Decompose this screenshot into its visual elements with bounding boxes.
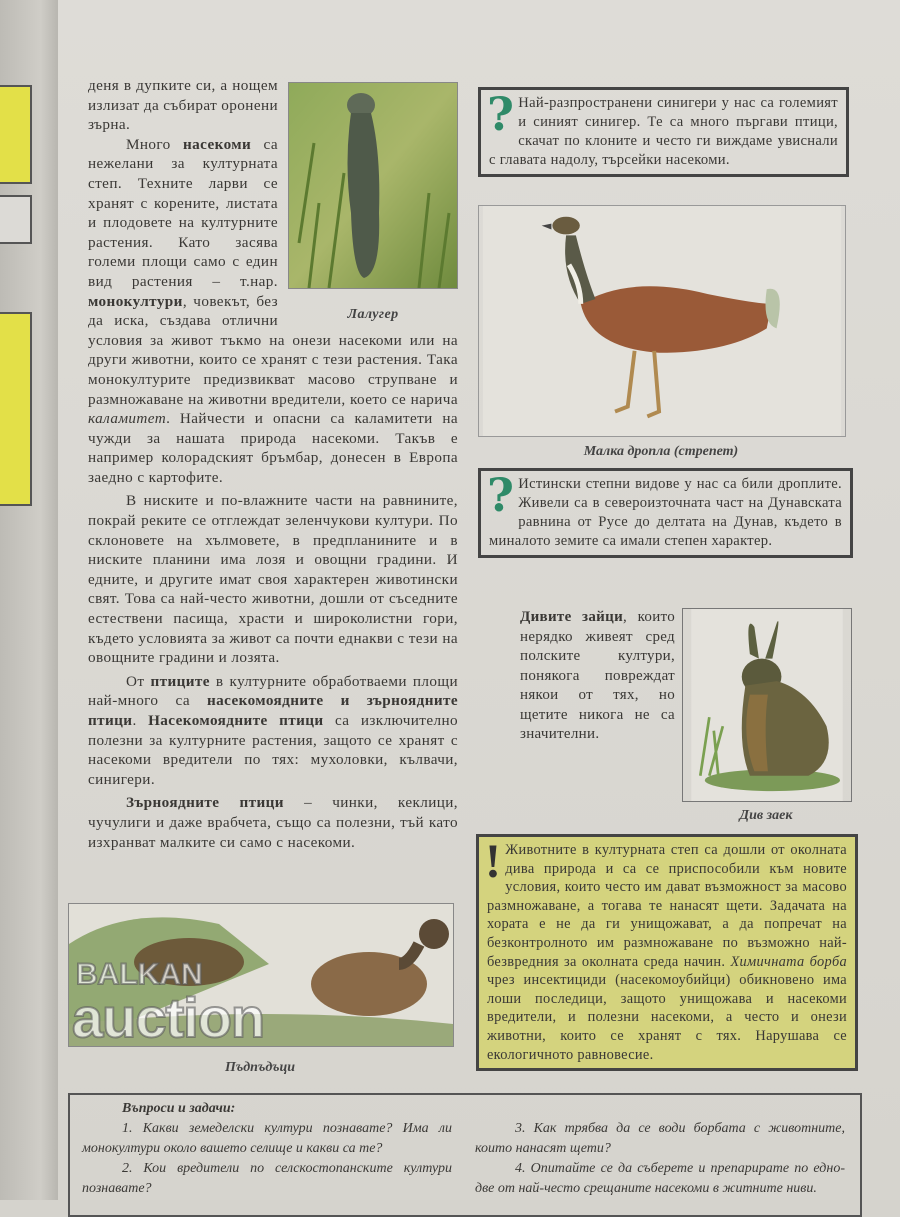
- term-insects: насекоми: [183, 135, 252, 153]
- text: са изключително полезни за културните растения, защото се хранят с насекоми вредители по тях: мухоловки, кълвачи, синигери.: [88, 712, 458, 788]
- ground-squirrel-photo: [288, 82, 458, 289]
- yellow-tab: [0, 312, 32, 506]
- paragraph-hares: [520, 608, 675, 745]
- questions-right: [475, 1119, 845, 1199]
- watermark-balkan: BALKAN: [76, 958, 203, 991]
- paragraph: деня в дупките си, а нощем излизат да събират оронени зърна.: [88, 77, 279, 134]
- paragraph-grain-birds: [88, 793, 458, 852]
- quail-caption: Пъдпъдъци: [224, 1060, 296, 1075]
- question-mark-icon: ?: [487, 468, 515, 522]
- yellow-tab: [0, 85, 32, 184]
- term: Зърноядните птици: [126, 794, 284, 812]
- question-4: 4. Опитайте се да съберете и препарирате по едно-две от най-често срещаните насекоми в житните ниви.: [475, 1161, 845, 1196]
- info-box-tits: [478, 87, 849, 177]
- exclamation-mark-icon: !: [485, 835, 502, 888]
- hare-illustration: [682, 608, 852, 802]
- question-2: 2. Кои вредители по селскостопанските култури познавате?: [82, 1161, 452, 1196]
- term-chemical-control: Химичната борба: [730, 953, 848, 970]
- ground-squirrel-caption: Лалугер: [347, 306, 399, 322]
- text: .: [132, 712, 149, 729]
- questions-title: Въпроси и задачи:: [122, 1101, 236, 1116]
- bustard-illustration: [478, 205, 846, 437]
- text: От: [126, 672, 151, 690]
- questions-left: [82, 1099, 452, 1199]
- hare-caption: Див заек: [739, 808, 793, 823]
- text: в културните обработваеми площи най-много са: [88, 672, 459, 710]
- text: , човекът, без да иска, създава отлични условия за живот тъкмо на онези насекоми или на други животни, които се хранят с тези растения. Така монокултурите предизвикват масово струпване и размножаване на животни вредители, което се нарича: [88, 292, 458, 408]
- term-calamity: каламитет: [88, 410, 167, 428]
- question-1: 1. Какви земеделски култури познавате? Има ли монокултури около вашето селище и какви са те?: [82, 1121, 452, 1156]
- paragraph: В ниските и по-влажните части на равнините, покрай реките се отглеждат зеленчукови култури. По склоновете на хълмовете, в предпланините и в ниските планини има лозя и овощни градини. И едните, и другите имат своя характерен животински свят. Това са най-често животни, дошли от съседните естествени пасища, храсти и широколистни гори, където условията за живот са почти еднакви с тези на овощните градини и лозята.: [88, 492, 458, 667]
- questions-and-tasks: [68, 1093, 862, 1217]
- term: насекомоядните и зърноядните птици: [88, 692, 458, 729]
- figure-ground-squirrel: [288, 82, 458, 324]
- info-text: Истински степни видове у нас са били дроплите. Живели са в североизточната част на Дунавската равнина от Русе до делтата на Дунав, където в миналото земите са имали степен характер.: [489, 476, 842, 549]
- left-column: [88, 76, 458, 852]
- text: – чинки, кеклици, чучулиги и даже врабчета, също са полезни, тъй като изхранват малките си само с насекоми.: [88, 794, 458, 851]
- info-box-bustards: [478, 468, 853, 558]
- question-3: 3. Как трябва да се води борбата с животните, които нанасят щети?: [475, 1121, 845, 1156]
- bustard-caption: Малка дропла (стрепет): [583, 444, 739, 459]
- gray-tab: [0, 195, 32, 244]
- note-box-cultural-steppe: [476, 834, 858, 1071]
- paragraph-birds: [88, 672, 458, 790]
- text: . Найчести и опасни са каламитети на чужди за нашата природа насекоми. Такъв е например колорадският бръмбар, донесен в Европа заедно с картофите.: [88, 410, 458, 486]
- question-mark-icon: ?: [487, 87, 515, 141]
- quail-illustration: [68, 903, 454, 1047]
- term-birds: птиците: [150, 672, 210, 690]
- note-text: чрез инсектициди (насекомоубийци) обикновено има лоши последици, защото унищожава и насекоми вредители, и полезни насекоми, а често и онези животни, които се хранят с тях. Нарушава се екологичното равновесие.: [487, 972, 847, 1063]
- watermark-auction: auction: [72, 986, 265, 1049]
- text: са нежелани за културната степ. Техните ларви се хранят с корените, листата и плодовете на културните растения. Като засява големи площи само с един вид растения – т.нар.: [88, 135, 278, 290]
- term-hares: Дивите зайци: [520, 609, 624, 625]
- note-text: Животните в културната степ са дошли от околната дива природа и са се приспособили към новите условия, които често им дават възможност за масово размножаване, а тогава те нанасят щети. Задачата на хората е не да ги унищожават, а да попречат на безконтролното им размножаване по възможно най-безвредния за околната среда начин.: [487, 842, 847, 970]
- term: Насекомоядните птици: [148, 712, 324, 729]
- text: Много: [126, 135, 184, 153]
- info-text: Най-разпространени синигери у нас са големият и синият синигер. Те са много пъргави птици, скачат по клоните и често ги виждаме увиснали с главата надолу, търсейки насекоми.: [489, 95, 838, 168]
- text: , които нерядко живеят сред полските култури, понякога повреждат някои от тях, но щетите никога не са значителни.: [520, 609, 675, 742]
- term-monocultures: монокултури: [88, 292, 183, 310]
